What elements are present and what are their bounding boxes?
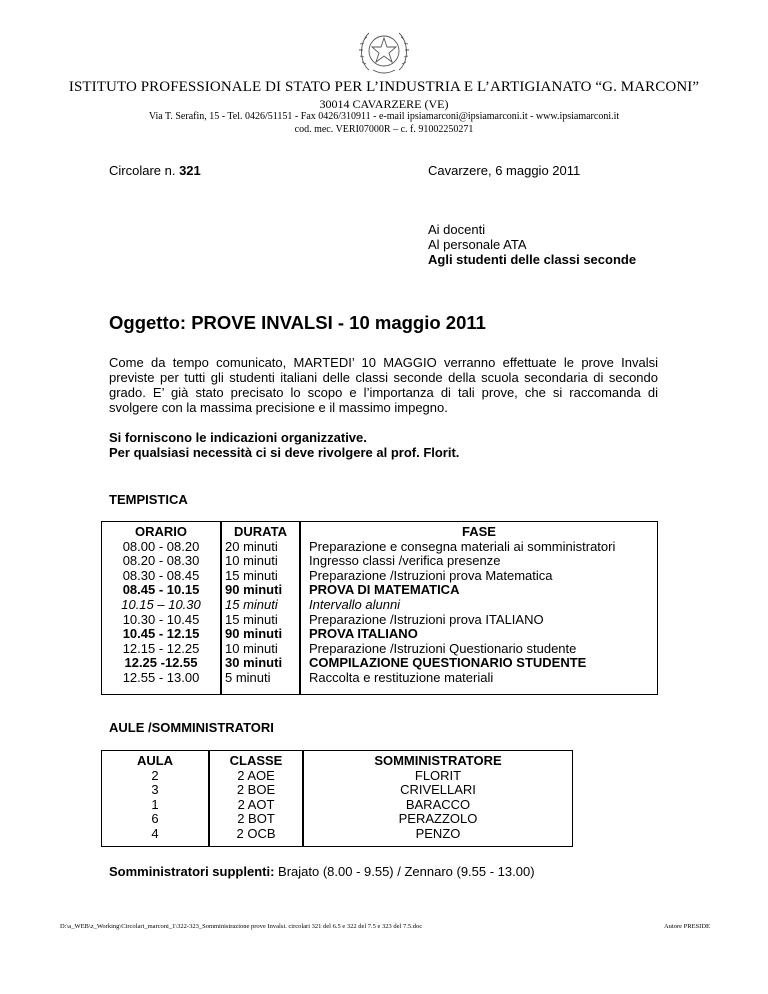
rooms-administrator-column: [303, 750, 573, 847]
schedule-time-cell: 08.45 - 10.15: [122, 582, 200, 598]
administrator-cell: BARACCO: [405, 796, 471, 812]
schedule-duration-cell: 5 minuti: [225, 669, 271, 685]
column-header-phase: FASE: [462, 524, 496, 539]
subject-heading: Oggetto: PROVE INVALSI - 10 maggio 2011: [109, 312, 486, 333]
schedule-section-title: TEMPISTICA: [109, 492, 188, 507]
schedule-duration-cell: 30 minuti: [225, 655, 283, 671]
schedule-duration-cell: 15 minuti: [225, 567, 278, 583]
recipients: [428, 222, 636, 267]
schedule-time-cell: 10.30 - 10.45: [122, 611, 200, 627]
schedule-time-column: [101, 521, 221, 695]
administrator-cell: PENZO: [415, 825, 461, 841]
note-line: Per qualsiasi necessità ci si deve rivolgere al prof. Florit.: [109, 445, 460, 460]
schedule-phase-cell: Preparazione /Istruzioni Questionario studente: [309, 640, 577, 656]
schedule-duration-cell: 15 minuti: [225, 596, 278, 612]
schedule-duration-cell: 90 minuti: [225, 582, 283, 598]
column-header-time: ORARIO: [135, 524, 187, 539]
institute-name: ISTITUTO PROFESSIONALE DI STATO PER L’INDUSTRIA E L’ARTIGIANATO “G. MARCONI”: [68, 79, 700, 95]
schedule-duration-column: [221, 521, 300, 695]
schedule-phase-cell: PROVA DI MATEMATICA: [309, 582, 460, 598]
schedule-duration-cell: 10 minuti: [225, 553, 278, 569]
footer-author: Autore PRESIDE: [663, 923, 710, 930]
column-header-room: AULA: [136, 753, 174, 768]
republic-emblem-icon: [355, 24, 413, 78]
schedule-time-cell: 10.15 – 10.30: [121, 596, 201, 612]
schedule-time-cell: 12.15 - 12.25: [122, 640, 200, 656]
recipient-teachers: Ai docenti: [428, 222, 486, 237]
substitute-administrators: [109, 864, 535, 879]
administrator-cell: PERAZZOLO: [398, 811, 478, 827]
room-cell: 4: [151, 825, 159, 841]
institute-address: Via T. Serafin, 15 - Tel. 0426/51151 - Fax 0426/310911 - e-mail ipsiamarconi@ipsiamarconi.it - www.ipsiamarconi.it: [148, 111, 620, 122]
schedule-time-cell: 08.00 - 08.20: [122, 538, 200, 554]
class-cell: 2 AOT: [237, 796, 275, 812]
room-cell: 6: [151, 811, 159, 827]
class-cell: 2 BOE: [236, 782, 276, 798]
schedule-duration-cell: 15 minuti: [225, 611, 278, 627]
schedule-time-cell: 12.25 -12.55: [124, 655, 198, 671]
schedule-time-cell: 08.30 - 08.45: [122, 567, 200, 583]
institute-codes: cod. mec. VERI07000R – c. f. 91002250271: [294, 124, 474, 135]
intro-paragraph: Come da tempo comunicato, MARTEDI’ 10 MAGGIO verranno effettuate le prove Invalsi previste per tutti gli studenti italiani delle classi seconde della scuola secondaria di secondo grado. E’ già stato precisato lo scopo e l’importanza di tali prove, che si raccomanda di svolgere con la massima precisione e il massimo impegno.: [109, 355, 658, 415]
column-header-duration: DURATA: [234, 524, 287, 539]
column-header-administrator: SOMMINISTRATORE: [374, 753, 502, 768]
room-cell: 1: [151, 796, 159, 812]
schedule-phase-cell: Preparazione /Istruzioni prova Matematica: [309, 567, 553, 583]
footer-file-path: D:\a_WEB\z_Working\Circolari_marconi_1\322-323_Somministrazione prove Invalsi. circolari 321 del 6.5 e 322 del 7.5 e 323 del 7.5.doc: [60, 923, 423, 930]
room-cell: 2: [151, 767, 159, 783]
rooms-section-title: AULE /SOMMINISTRATORI: [109, 720, 274, 735]
circular-number-value: 321: [179, 163, 201, 178]
rooms-class-column: [209, 750, 303, 847]
schedule-phase-cell: Intervallo alunni: [309, 596, 401, 612]
recipient-ata-staff: Al personale ATA: [428, 237, 527, 252]
column-header-class: CLASSE: [229, 753, 283, 768]
schedule-phase-cell: Ingresso classi /verifica presenze: [309, 553, 501, 569]
administrator-cell: FLORIT: [414, 767, 462, 783]
note-line: Si forniscono le indicazioni organizzative.: [109, 430, 367, 445]
class-cell: 2 OCB: [236, 825, 276, 841]
class-cell: 2 BOT: [237, 811, 275, 827]
administrator-cell: CRIVELLARI: [400, 782, 476, 798]
schedule-time-cell: 12.55 - 13.00: [122, 669, 200, 685]
schedule-time-cell: 10.45 - 12.15: [122, 626, 200, 642]
schedule-duration-cell: 20 minuti: [225, 538, 278, 554]
circular-number: [109, 163, 201, 178]
schedule-phase-cell: COMPILAZIONE QUESTIONARIO STUDENTE: [309, 655, 587, 671]
schedule-phase-column: [300, 521, 658, 695]
class-cell: 2 AOE: [237, 767, 275, 783]
schedule-duration-cell: 90 minuti: [225, 626, 283, 642]
rooms-room-column: [101, 750, 209, 847]
substitute-label: Somministratori supplenti:: [109, 864, 275, 879]
institute-city: 30014 CAVARZERE (VE): [319, 97, 449, 111]
circular-label: Circolare n.: [109, 163, 180, 178]
schedule-phase-cell: PROVA ITALIANO: [309, 626, 418, 642]
schedule-duration-cell: 10 minuti: [225, 640, 278, 656]
recipient-students: Agli studenti delle classi seconde: [428, 252, 637, 267]
room-cell: 3: [151, 782, 159, 798]
circular-date: Cavarzere, 6 maggio 2011: [428, 163, 581, 178]
organizational-notes: [109, 430, 459, 460]
substitute-text: Brajato (8.00 - 9.55) / Zennaro (9.55 - 13.00): [274, 864, 535, 879]
schedule-phase-cell: Preparazione e consegna materiali ai somministratori: [309, 538, 616, 554]
schedule-phase-cell: Raccolta e restituzione materiali: [309, 669, 494, 685]
schedule-time-cell: 08.20 - 08.30: [122, 553, 200, 569]
schedule-phase-cell: Preparazione /Istruzioni prova ITALIANO: [309, 611, 544, 627]
